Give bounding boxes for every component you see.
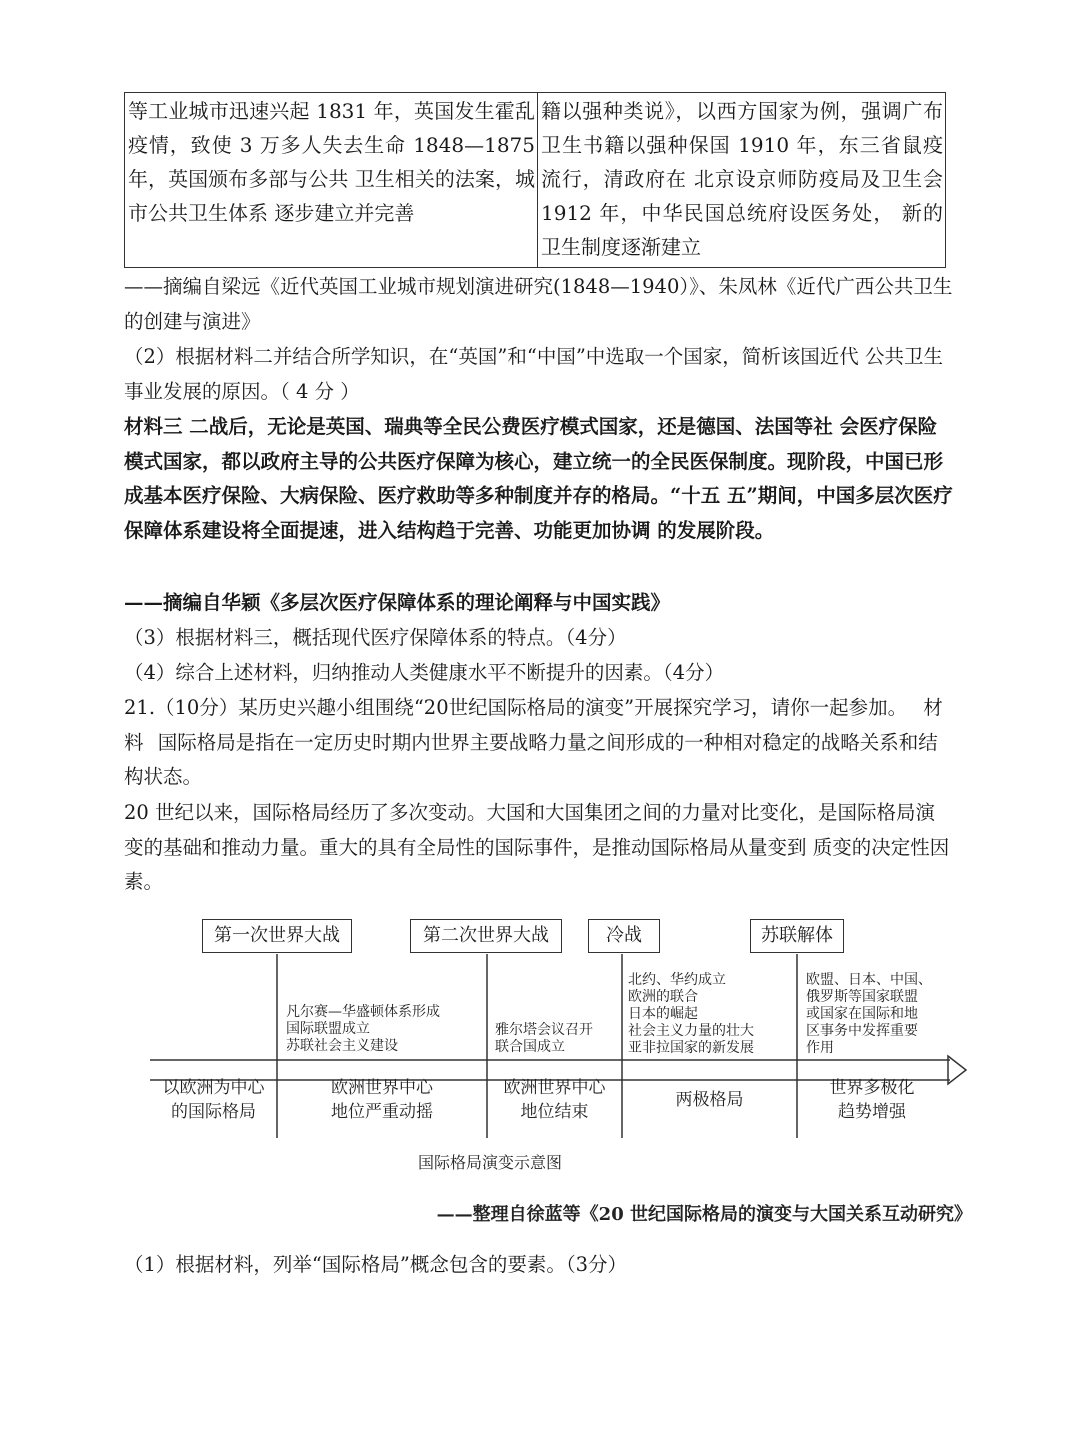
question-2: （2）根据材料二并结合所学知识，在“英国”和“中国”中选取一个国家，简析该国近代 公共卫生事业发展的原因。（ 4 分 ） [124, 345, 943, 403]
source-material-2: ——摘编自梁远《近代英国工业城市规划演进研究(1848—1940）》、朱凤林《近代广西公共卫生的创建与演进》 [124, 275, 953, 333]
event-ussr-collapse: 苏联解体 [750, 919, 844, 953]
stage-5: 世界多极化 趋势增强 [829, 1078, 915, 1122]
material-table [124, 92, 946, 268]
stage-1: 以欧洲为中心 的国际格局 [162, 1078, 265, 1122]
international-pattern-diagram [150, 918, 970, 1180]
material-3: 材料三 二战后，无论是英国、瑞典等全民公费医疗模式国家，还是德国、法国等社 会医疗保险模式国家，都以政府主导的公共医疗保障为核心，建立统一的全民医保制度。现阶段，中国已形成基本医疗保险、大病保险、医疗救助等多种制度并存的格局。“十五 五”期间，中国多层次医疗保障体系建设将全面提速，进入结构趋于完善、功能更加协调 的发展阶段。 [124, 415, 953, 542]
stage-3: 欧洲世界中心 地位结束 [503, 1078, 606, 1122]
question-3: （3）根据材料三，概括现代医疗保障体系的特点。（4分） [124, 626, 627, 649]
diagram-source: ——整理自徐蓝等《20 世纪国际格局的演变与大国关系互动研究》 [436, 1204, 972, 1225]
material-text: 国际格局是指在一定历史时期内世界主要战略力量之间形成的一种相对稳定的战略关系和结构状态。 [124, 730, 938, 789]
stage-4: 两极格局 [675, 1090, 744, 1110]
diagram-caption: 国际格局演变示意图 [417, 1153, 562, 1172]
event-cold-war: 冷战 [588, 919, 660, 953]
event-ww2: 第二次世界大战 [410, 919, 562, 953]
table-cell-britain: 等工业城市迅速兴起 1831 年，英国发生霍乱疫情，致使 3 万多人失去生命 1848—1875 年，英国颁布多部与公共 卫生相关的法案，城市公共卫生体系 逐步建立并完善 [125, 93, 538, 267]
detail-postwar: 雅尔塔会议召开 联合国成立 [495, 1022, 593, 1055]
detail-post-cold-war: 欧盟、日本、中国、 俄罗斯等国家联盟 或国家在国际和地 区事务中发挥重要 作用 [806, 972, 932, 1056]
question-21-1: （1）根据材料，列举“国际格局”概念包含的要素。（3分） [124, 1253, 628, 1276]
stage-2: 欧洲世界中心 地位严重动摇 [331, 1078, 433, 1122]
question-21-lead: 21.（10分）某历史兴趣小组围绕“20世纪国际格局的演变”开展探究学习，请你一起参加。 [124, 696, 908, 719]
source-material-3: ——摘编自华颖《多层次医疗保障体系的理论阐释与中国实践》 [124, 591, 671, 614]
table-cell-china: 籍以强种类说》，以西方国家为例，强调广布卫生书籍以强种保国 1910 年，东三省鼠疫流行，清政府在 北京设京师防疫局及卫生会 1912 年，中华民国总统府设医务处， 新的卫生制度逐渐建立 [541, 99, 943, 259]
question-4: （4）综合上述材料，归纳推动人类健康水平不断提升的因素。（4分） [124, 661, 725, 684]
event-ww1: 第一次世界大战 [202, 919, 352, 953]
material-label: 材料 [124, 696, 943, 754]
detail-cold-war: 北约、华约成立 欧洲的联合 日本的崛起 社会主义力量的壮大 亚非拉国家的新发展 [628, 972, 754, 1056]
detail-interwar: 凡尔赛—华盛顿体系形成 国际联盟成立 苏联社会主义建设 [286, 1004, 440, 1054]
question-21-intro [124, 691, 954, 795]
question-21-paragraph: 20 世纪以来，国际格局经历了多次变动。大国和大国集团之间的力量对比变化，是国际格局演变的基础和推动力量。重大的具有全局性的国际事件，是推动国际格局从量变到 质变的决定性因素。 [124, 801, 950, 894]
